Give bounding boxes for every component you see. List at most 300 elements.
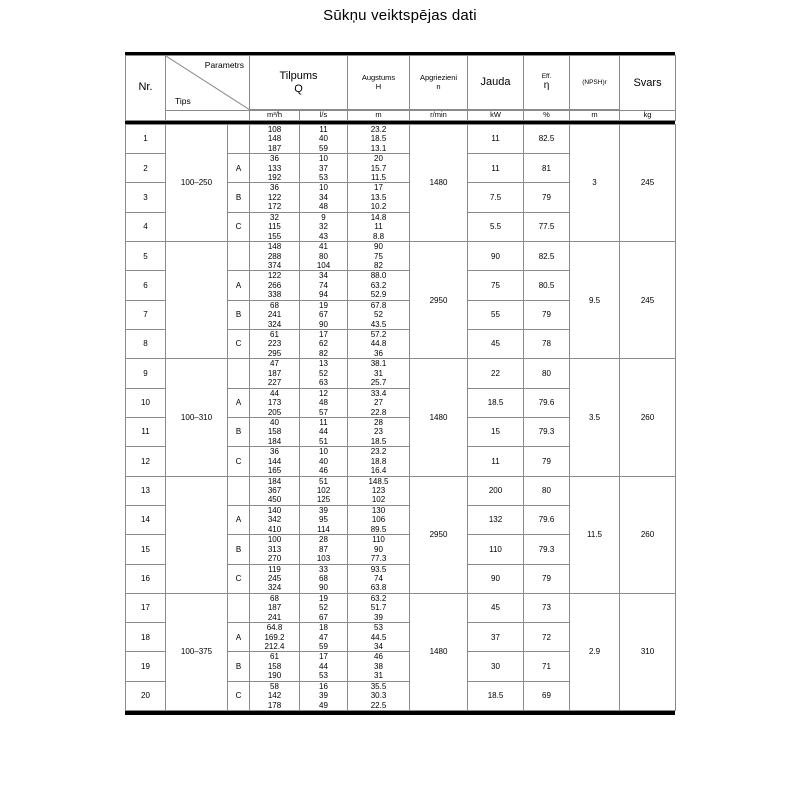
head-cell (348, 183, 410, 212)
header-units-blank (166, 111, 250, 121)
flow-m3h-cell-value: 324 (267, 319, 282, 329)
flow-ls-cell-value: 47 (319, 632, 328, 642)
flow-ls-cell-value: 63 (319, 378, 328, 388)
speed-group-cell: 2950 (410, 242, 468, 359)
type-cell (228, 359, 250, 388)
flow-m3h-cell-value: 47 (270, 359, 279, 369)
flow-ls-cell (300, 623, 348, 652)
flow-m3h-cell-value: 155 (267, 231, 282, 241)
flow-m3h-cell-value: 184 (267, 476, 282, 486)
power-cell: 18.5 (468, 388, 524, 417)
efficiency-cell: 80.5 (524, 271, 570, 300)
head-cell-value: 18.5 (370, 134, 387, 144)
type-cell (228, 124, 250, 153)
type-cell (228, 593, 250, 622)
pump-performance-body (125, 124, 676, 711)
weight-group-cell: 260 (620, 359, 676, 476)
flow-m3h-cell-value: 270 (267, 554, 282, 564)
efficiency-cell: 80 (524, 359, 570, 388)
power-cell: 45 (468, 330, 524, 359)
efficiency-cell: 78 (524, 330, 570, 359)
head-cell-value: 13.5 (370, 192, 387, 202)
flow-m3h-cell (250, 388, 300, 417)
power-cell: 11 (468, 124, 524, 153)
flow-ls-cell-value: 10 (319, 154, 328, 164)
head-cell-value: 18.8 (370, 456, 387, 466)
flow-ls-cell-value: 51 (319, 476, 328, 486)
head-cell-value: 31 (374, 671, 383, 681)
weight-group-cell: 245 (620, 124, 676, 241)
power-cell: 45 (468, 593, 524, 622)
flow-m3h-cell (250, 212, 300, 241)
table-row (126, 242, 676, 271)
flow-m3h-cell-value: 100 (267, 535, 282, 545)
flow-m3h-cell-value: 68 (270, 593, 279, 603)
head-cell-value: 67.8 (370, 300, 387, 310)
header-tips-label: Tips (175, 95, 191, 106)
flow-ls-cell-value: 57 (319, 407, 328, 417)
efficiency-cell: 79.6 (524, 505, 570, 534)
flow-m3h-cell (250, 183, 300, 212)
flow-m3h-cell-value: 158 (267, 427, 282, 437)
header-tilpums-label: Tilpums (279, 69, 318, 82)
flow-m3h-cell-value: 266 (267, 280, 282, 290)
row-number: 4 (126, 212, 166, 241)
head-cell-value: 23.2 (370, 124, 387, 134)
head-cell-value: 10.2 (370, 202, 387, 212)
head-cell-value: 11.5 (371, 173, 386, 183)
head-cell-value: 123 (371, 486, 386, 496)
row-number: 13 (126, 476, 166, 505)
efficiency-cell: 82.5 (524, 242, 570, 271)
flow-ls-cell-value: 17 (319, 652, 328, 662)
npsh-group-cell: 3 (570, 124, 620, 241)
header-unit-ls: l/s (300, 111, 348, 121)
row-number: 3 (126, 183, 166, 212)
flow-ls-cell-value: 104 (316, 260, 331, 270)
row-number: 16 (126, 564, 166, 593)
flow-m3h-cell-value: 122 (267, 192, 282, 202)
head-cell-value: 77.3 (370, 554, 387, 564)
flow-ls-cell-value: 80 (319, 251, 328, 261)
head-cell-value: 52 (374, 310, 383, 320)
header-unit-npsh-m: m (570, 111, 620, 121)
head-cell-value: 11 (374, 222, 383, 232)
speed-group-cell: 2950 (410, 476, 468, 593)
flow-m3h-cell (250, 564, 300, 593)
type-cell: B (228, 300, 250, 329)
row-number: 12 (126, 447, 166, 476)
head-cell-value: 44.8 (370, 339, 387, 349)
flow-ls-cell (300, 388, 348, 417)
header-unit-pct: % (524, 111, 570, 121)
flow-ls-cell-value: 87 (319, 544, 328, 554)
power-cell: 132 (468, 505, 524, 534)
flow-m3h-cell-value: 190 (267, 671, 282, 681)
flow-ls-cell-value: 32 (319, 222, 328, 232)
head-cell (348, 564, 410, 593)
header-svars: Svars (620, 56, 676, 111)
flow-m3h-cell-value: 148 (267, 134, 282, 144)
head-cell-value: 102 (371, 495, 386, 505)
flow-ls-cell-value: 28 (319, 535, 328, 545)
flow-m3h-cell-value: 158 (267, 661, 282, 671)
power-cell: 200 (468, 476, 524, 505)
head-cell-value: 22.5 (370, 700, 387, 710)
efficiency-cell: 72 (524, 623, 570, 652)
flow-ls-cell-value: 67 (319, 612, 328, 622)
efficiency-cell: 77.5 (524, 212, 570, 241)
flow-ls-cell (300, 505, 348, 534)
header-nr: Nr. (126, 56, 166, 121)
table-row (126, 124, 676, 153)
head-cell (348, 359, 410, 388)
head-cell (348, 447, 410, 476)
flow-m3h-cell-value: 58 (270, 681, 279, 691)
flow-ls-cell-value: 74 (319, 280, 328, 290)
flow-m3h-cell-value: 374 (267, 260, 282, 270)
table-row (126, 476, 676, 505)
flow-ls-cell-value: 62 (319, 339, 328, 349)
flow-ls-cell-value: 44 (319, 661, 328, 671)
head-cell-value: 38 (374, 661, 383, 671)
head-cell-value: 106 (371, 515, 386, 525)
flow-m3h-cell-value: 192 (267, 173, 282, 183)
flow-ls-cell-value: 49 (319, 700, 328, 710)
flow-m3h-cell (250, 652, 300, 681)
power-cell: 75 (468, 271, 524, 300)
head-cell-value: 35.5 (370, 681, 387, 691)
type-cell: A (228, 271, 250, 300)
flow-ls-cell-value: 11 (319, 417, 328, 427)
head-cell (348, 300, 410, 329)
flow-m3h-cell-value: 338 (267, 290, 282, 300)
flow-ls-cell-value: 40 (319, 456, 328, 466)
head-cell-value: 15.7 (370, 163, 387, 173)
flow-m3h-cell-value: 187 (267, 368, 282, 378)
flow-m3h-cell-value: 68 (270, 300, 279, 310)
type-cell: B (228, 183, 250, 212)
power-cell: 22 (468, 359, 524, 388)
head-cell-value: 82 (374, 260, 383, 270)
pump-performance-table-wrapper (125, 52, 675, 715)
flow-m3h-cell (250, 505, 300, 534)
flow-ls-cell-value: 94 (319, 290, 328, 300)
npsh-group-cell: 9.5 (570, 242, 620, 359)
flow-ls-cell-value: 52 (319, 603, 328, 613)
head-cell-value: 39 (374, 612, 383, 622)
head-cell-value: 89.5 (370, 524, 387, 534)
power-cell: 11 (468, 447, 524, 476)
efficiency-cell: 79.3 (524, 535, 570, 564)
flow-m3h-cell-value: 205 (267, 407, 282, 417)
flow-ls-cell-value: 11 (319, 124, 328, 134)
flow-m3h-cell-value: 36 (270, 447, 279, 457)
header-augstums (348, 56, 410, 110)
flow-ls-cell-value: 125 (316, 495, 331, 505)
efficiency-cell: 79 (524, 183, 570, 212)
npsh-group-cell: 3.5 (570, 359, 620, 476)
flow-m3h-cell-value: 187 (267, 603, 282, 613)
flow-m3h-cell-value: 227 (267, 378, 282, 388)
flow-ls-cell-value: 90 (319, 319, 328, 329)
type-cell: C (228, 212, 250, 241)
header-unit-kw: kW (468, 111, 524, 121)
head-cell-value: 90 (374, 544, 383, 554)
flow-ls-cell-value: 41 (319, 242, 328, 252)
flow-m3h-cell-value: 148 (267, 242, 282, 252)
row-number: 9 (126, 359, 166, 388)
flow-ls-cell-value: 34 (319, 192, 328, 202)
model-group-cell (166, 242, 228, 359)
head-cell-value: 28 (374, 417, 383, 427)
flow-m3h-cell-value: 313 (267, 544, 282, 554)
head-cell (348, 124, 410, 153)
row-number: 5 (126, 242, 166, 271)
type-cell: A (228, 154, 250, 183)
head-cell-value: 22.8 (370, 407, 387, 417)
header-tilpums (250, 56, 348, 110)
power-cell: 37 (468, 623, 524, 652)
flow-ls-cell-value: 40 (319, 134, 328, 144)
head-cell-value: 31 (374, 368, 383, 378)
power-cell: 18.5 (468, 681, 524, 710)
head-cell (348, 271, 410, 300)
head-cell (348, 330, 410, 359)
speed-group-cell: 1480 (410, 593, 468, 710)
type-cell: A (228, 623, 250, 652)
row-number: 18 (126, 623, 166, 652)
flow-ls-cell (300, 476, 348, 505)
flow-ls-cell (300, 154, 348, 183)
flow-m3h-cell (250, 476, 300, 505)
flow-ls-cell (300, 681, 348, 710)
flow-m3h-cell-value: 61 (270, 652, 279, 662)
power-cell: 5.5 (468, 212, 524, 241)
head-cell-value: 14.8 (370, 212, 387, 222)
npsh-group-cell: 11.5 (570, 476, 620, 593)
flow-ls-cell (300, 593, 348, 622)
head-cell-value: 74 (374, 573, 383, 583)
power-cell: 11 (468, 154, 524, 183)
flow-m3h-cell (250, 623, 300, 652)
flow-m3h-cell (250, 593, 300, 622)
flow-m3h-cell (250, 330, 300, 359)
speed-group-cell: 1480 (410, 124, 468, 241)
page-title: Sūkņu veiktspējas dati (323, 7, 477, 24)
flow-m3h-cell-value: 140 (267, 505, 282, 515)
flow-ls-cell-value: 95 (319, 515, 328, 525)
flow-m3h-cell-value: 450 (267, 495, 282, 505)
head-cell-value: 34 (374, 642, 383, 652)
efficiency-cell: 79.6 (524, 388, 570, 417)
type-cell: B (228, 417, 250, 446)
header-unit-rmin: r/min (410, 111, 468, 121)
head-cell-value: 43.5 (370, 319, 387, 329)
head-cell-value: 63.8 (370, 583, 387, 593)
flow-ls-cell (300, 300, 348, 329)
flow-m3h-cell-value: 324 (267, 583, 282, 593)
flow-ls-cell (300, 242, 348, 271)
head-cell-value: 63.2 (370, 280, 387, 290)
flow-ls-cell (300, 447, 348, 476)
speed-group-cell: 1480 (410, 359, 468, 476)
header-parametrs-label: Parametrs (204, 60, 244, 70)
flow-ls-cell-value: 44 (319, 427, 328, 437)
header-unit-kg: kg (620, 111, 676, 121)
flow-m3h-cell-value: 40 (270, 417, 279, 427)
head-cell-value: 110 (372, 535, 385, 545)
head-cell-value: 46 (374, 652, 383, 662)
head-cell (348, 417, 410, 446)
power-cell: 15 (468, 417, 524, 446)
flow-m3h-cell (250, 359, 300, 388)
row-number: 10 (126, 388, 166, 417)
flow-m3h-cell (250, 447, 300, 476)
flow-ls-cell-value: 33 (319, 564, 328, 574)
head-cell (348, 681, 410, 710)
head-cell (348, 593, 410, 622)
header-npsh: (NPSH)r (570, 56, 620, 110)
flow-ls-cell (300, 564, 348, 593)
flow-m3h-cell-value: 44 (270, 388, 279, 398)
flow-m3h-cell-value: 169.2 (264, 632, 285, 642)
head-cell-value: 23.2 (370, 447, 387, 457)
header-eff-symbol: η (543, 80, 550, 92)
type-cell: C (228, 681, 250, 710)
header-apgriezieni (410, 56, 468, 110)
flow-ls-cell-value: 68 (319, 573, 328, 583)
flow-m3h-cell (250, 300, 300, 329)
flow-ls-cell-value: 67 (319, 310, 328, 320)
flow-ls-cell-value: 39 (319, 505, 328, 515)
flow-ls-cell-value: 102 (316, 486, 331, 496)
table-row (126, 593, 676, 622)
head-cell (348, 242, 410, 271)
flow-m3h-cell-value: 173 (267, 398, 282, 408)
type-cell: C (228, 330, 250, 359)
flow-m3h-cell (250, 242, 300, 271)
header-unit-m: m (348, 111, 410, 121)
flow-m3h-cell-value: 119 (268, 564, 281, 574)
flow-m3h-cell-value: 184 (267, 436, 282, 446)
flow-ls-cell-value: 39 (319, 691, 328, 701)
type-cell: C (228, 564, 250, 593)
efficiency-cell: 80 (524, 476, 570, 505)
head-cell-value: 75 (374, 251, 383, 261)
flow-ls-cell (300, 330, 348, 359)
header-tilpums-symbol: Q (294, 82, 303, 95)
flow-m3h-cell-value: 295 (267, 348, 282, 358)
flow-ls-cell (300, 124, 348, 153)
header-unit-m3h: m³/h (250, 111, 300, 121)
table-body (126, 124, 676, 710)
type-cell (228, 242, 250, 271)
flow-m3h-cell-value: 64.8 (266, 623, 283, 633)
type-cell: B (228, 652, 250, 681)
head-cell-value: 20 (374, 154, 383, 164)
head-cell-value: 52.9 (370, 290, 387, 300)
efficiency-cell: 73 (524, 593, 570, 622)
efficiency-cell: 79.3 (524, 417, 570, 446)
flow-m3h-cell (250, 154, 300, 183)
head-cell-value: 25.7 (370, 378, 387, 388)
type-cell: A (228, 388, 250, 417)
npsh-group-cell: 2.9 (570, 593, 620, 710)
model-group-cell: 100–375 (166, 593, 228, 710)
head-cell-value: 36 (374, 348, 383, 358)
flow-ls-cell-value: 19 (319, 593, 328, 603)
flow-m3h-cell-value: 122 (267, 271, 282, 281)
header-row-units (126, 111, 676, 121)
flow-ls-cell-value: 12 (319, 388, 328, 398)
flow-ls-cell-value: 37 (319, 163, 328, 173)
flow-m3h-cell-value: 245 (267, 573, 282, 583)
head-cell-value: 17 (374, 183, 383, 193)
flow-ls-cell (300, 652, 348, 681)
power-cell: 90 (468, 242, 524, 271)
head-cell-value: 88.0 (370, 271, 387, 281)
table-header (126, 56, 676, 121)
flow-ls-cell-value: 9 (321, 212, 326, 222)
head-cell-value: 30.3 (370, 691, 387, 701)
flow-m3h-cell-value: 223 (267, 339, 282, 349)
header-augstums-symbol: H (375, 81, 382, 91)
head-cell-value: 93.5 (370, 564, 387, 574)
head-cell (348, 652, 410, 681)
flow-m3h-cell-value: 410 (267, 524, 282, 534)
flow-ls-cell (300, 417, 348, 446)
header-jauda: Jauda (468, 56, 524, 110)
type-cell: C (228, 447, 250, 476)
flow-m3h-cell-value: 115 (268, 222, 281, 232)
head-cell (348, 388, 410, 417)
efficiency-cell: 79 (524, 564, 570, 593)
flow-m3h-cell-value: 165 (267, 466, 282, 476)
flow-ls-cell (300, 212, 348, 241)
flow-ls-cell-value: 43 (319, 231, 328, 241)
flow-m3h-cell-value: 288 (267, 251, 282, 261)
flow-m3h-cell-value: 36 (270, 154, 279, 164)
flow-ls-cell-value: 53 (319, 671, 328, 681)
weight-group-cell: 260 (620, 476, 676, 593)
pump-performance-table (125, 55, 676, 121)
flow-ls-cell-value: 17 (319, 330, 328, 340)
flow-ls-cell-value: 48 (319, 202, 328, 212)
head-cell-value: 53 (374, 623, 383, 633)
power-cell: 55 (468, 300, 524, 329)
head-cell-value: 16.4 (370, 466, 387, 476)
head-cell (348, 476, 410, 505)
flow-ls-cell (300, 183, 348, 212)
flow-m3h-cell-value: 133 (267, 163, 282, 173)
row-number: 15 (126, 535, 166, 564)
power-cell: 7.5 (468, 183, 524, 212)
flow-ls-cell-value: 90 (319, 583, 328, 593)
flow-ls-cell-value: 10 (319, 183, 328, 193)
flow-ls-cell-value: 59 (319, 143, 328, 153)
header-parametrs-tips (166, 56, 250, 111)
flow-ls-cell (300, 359, 348, 388)
row-number: 2 (126, 154, 166, 183)
head-cell-value: 148.5 (368, 476, 389, 486)
table-bottom-rule (125, 711, 675, 715)
power-cell: 90 (468, 564, 524, 593)
flow-ls-cell-value: 52 (319, 368, 328, 378)
header-apgriezieni-label: Apgriezieni (419, 72, 458, 82)
head-cell-value: 57.2 (370, 330, 387, 340)
head-cell-value: 90 (374, 242, 383, 252)
